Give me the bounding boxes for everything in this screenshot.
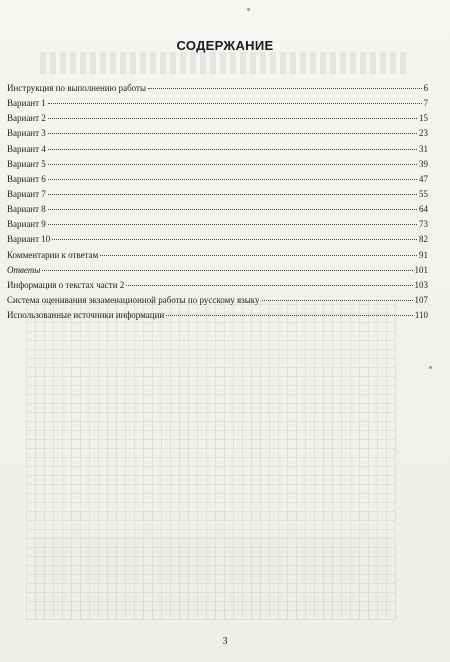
bleed-through-grid: [26, 300, 396, 620]
toc-entry: [7, 278, 428, 293]
toc-leader-dots: [262, 300, 413, 301]
toc-entry: [7, 202, 428, 217]
paper-speck: [429, 366, 432, 369]
toc-leader-dots: [166, 315, 413, 316]
toc-entry-label: Вариант 4: [7, 143, 46, 154]
toc-leader-dots: [48, 133, 417, 134]
toc-entry-page: 31: [419, 143, 428, 154]
toc-entry: [7, 157, 428, 172]
paper-speck: [247, 8, 250, 11]
toc-entry-label: Вариант 7: [7, 188, 46, 199]
toc-entry-page: 73: [419, 219, 428, 230]
page-title: СОДЕРЖАНИЕ: [176, 38, 274, 53]
toc-leader-dots: [48, 118, 417, 119]
toc-entry-label: Система оценивания экзаменационной работы по русскому языку: [7, 294, 260, 305]
toc-leader-dots: [100, 255, 417, 256]
toc-leader-dots: [126, 285, 412, 286]
toc-entry-label: Ответы: [7, 264, 41, 275]
toc-leader-dots: [52, 239, 417, 240]
toc-entry-page: 15: [419, 113, 428, 124]
toc-leader-dots: [48, 224, 417, 225]
toc-entry-page: 101: [414, 264, 428, 275]
toc-leader-dots: [48, 164, 417, 165]
toc-entry-label: Вариант 9: [7, 219, 46, 230]
toc-entry-label: Вариант 6: [7, 173, 46, 184]
toc-entry: [7, 111, 428, 126]
toc-entry: [7, 232, 428, 247]
toc-entry-page: 107: [414, 294, 428, 305]
toc-entry-label: Вариант 8: [7, 204, 46, 215]
toc-leader-dots: [48, 209, 417, 210]
toc-entry: [7, 81, 428, 96]
toc-entry-page: 6: [423, 83, 428, 93]
bleed-through-header: [40, 52, 410, 74]
toc-entry: [7, 187, 428, 202]
toc-entry-label: Использованные источники информации: [7, 310, 165, 321]
toc-entry-page: 55: [419, 188, 428, 199]
toc-leader-dots: [48, 103, 422, 104]
toc-entry-page: 110: [414, 310, 428, 321]
toc-entry-label: Вариант 1: [7, 98, 46, 109]
toc-entry: [7, 263, 428, 278]
toc-entry-page: 7: [423, 98, 428, 109]
toc-entry-page: 47: [419, 173, 428, 184]
toc-entry-label: Вариант 3: [7, 128, 46, 139]
toc-entry: [7, 248, 428, 263]
toc-entry-page: 82: [419, 234, 428, 245]
toc-leader-dots: [48, 194, 417, 195]
toc-entry-page: 103: [414, 279, 428, 290]
toc-entry-label: Вариант 5: [7, 158, 46, 169]
toc-entry: [7, 96, 428, 111]
toc-entry-label: Вариант 2: [7, 113, 46, 124]
toc-entry-label: Информация о текстах части 2: [7, 279, 125, 290]
toc-entry: [7, 126, 428, 141]
toc-entry: [7, 172, 428, 187]
toc-entry: [7, 217, 428, 232]
toc-entry-page: 39: [419, 158, 428, 169]
toc-entry-label: Инструкция по выполнению работы: [7, 83, 147, 93]
table-of-contents: [7, 81, 428, 323]
toc-leader-dots: [48, 179, 417, 180]
toc-leader-dots: [48, 149, 417, 150]
toc-entry: [7, 142, 428, 157]
toc-entry-label: Вариант 10: [7, 234, 51, 245]
toc-leader-dots: [148, 88, 421, 89]
toc-leader-dots: [42, 270, 412, 271]
toc-entry-label: Комментарии к ответам: [7, 249, 99, 260]
toc-entry: [7, 308, 428, 323]
page-number: 3: [222, 636, 228, 647]
toc-entry: [7, 293, 428, 308]
toc-entry-page: 91: [419, 249, 428, 260]
toc-entry-page: 64: [419, 204, 428, 215]
toc-entry-page: 23: [419, 128, 428, 139]
